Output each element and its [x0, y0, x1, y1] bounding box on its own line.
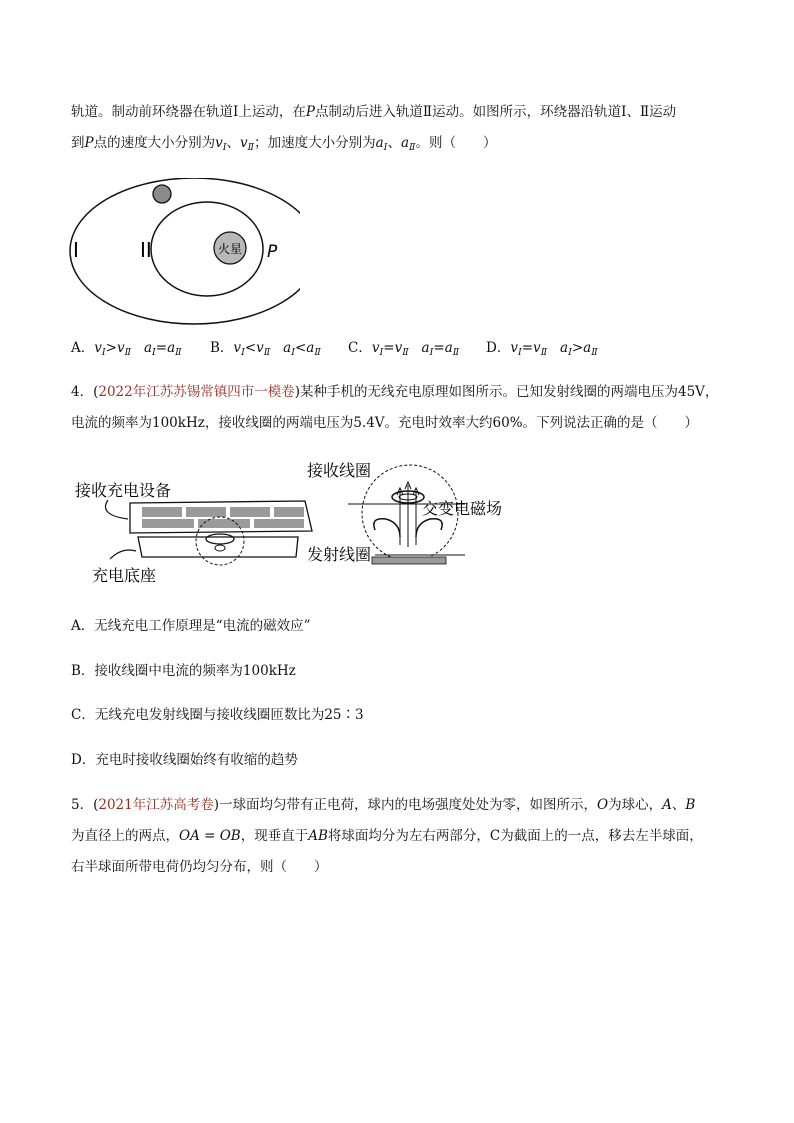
q3-sep2: 、: [387, 135, 401, 151]
device-cell: [142, 507, 182, 517]
q4-option-b[interactable]: B．接收线圈中电流的频率为100kHz: [71, 663, 296, 679]
mars-label: 火星: [217, 242, 243, 256]
q5-source: 2021年江苏高考卷: [98, 797, 214, 813]
q5-number: 5．(: [71, 797, 99, 813]
arrow-base: [110, 550, 136, 559]
option-letter: B．: [210, 340, 234, 356]
sub: Ⅱ: [540, 347, 548, 358]
device-cell: [142, 519, 194, 528]
rel: =: [155, 340, 168, 356]
orbit-I: [70, 178, 300, 324]
v: v: [510, 340, 518, 356]
orbit-II-label: II: [140, 238, 152, 262]
rel: >: [105, 340, 117, 356]
q5-text-line1: [71, 796, 695, 814]
arrow-device: [106, 500, 129, 519]
label-receive-coil: 接收线圈: [307, 461, 372, 480]
label-field: 交变电磁场: [422, 499, 503, 518]
q4-line1-rest: )某种手机的无线充电原理如图所示。已知发射线圈的两端电压为45V，: [294, 384, 719, 400]
sub: Ⅱ: [452, 347, 460, 358]
q3-option-c[interactable]: [348, 339, 459, 362]
q4-option-d[interactable]: D．充电时接收线圈始终有收缩的趋势: [71, 752, 298, 768]
v: v: [233, 340, 242, 356]
q5-text-line3: 右半球面所带电荷仍均匀分布，则（ ）: [71, 859, 328, 875]
orbit-I-label: I: [73, 238, 79, 262]
q3-text-line2: [71, 134, 496, 157]
q5-line2-b: ，现垂直于: [240, 828, 309, 844]
v: v: [533, 340, 541, 356]
q3-v1: v: [215, 135, 223, 151]
sub: Ⅰ: [152, 347, 156, 358]
q3-line1-a: 轨道。制动前环绕器在轨道Ⅰ上运动，在: [71, 104, 306, 120]
q3-v1-sub: Ⅰ: [222, 142, 227, 153]
q3-a1-sub: Ⅰ: [383, 142, 388, 153]
q3-text-line1: [71, 103, 676, 121]
q4-text-line1: [71, 383, 718, 401]
q5-AB: AB: [308, 828, 328, 844]
a: a: [421, 340, 430, 356]
sub: Ⅰ: [429, 347, 434, 358]
sub: Ⅱ: [124, 347, 132, 358]
sub: Ⅱ: [591, 347, 598, 358]
q4-option-c[interactable]: C．无线充电发射线圈与接收线圈匝数比为25∶3: [71, 707, 364, 723]
v: v: [94, 340, 102, 356]
a: a: [306, 340, 315, 356]
a: a: [283, 340, 292, 356]
rel: =: [383, 340, 395, 356]
sub: Ⅰ: [241, 347, 245, 358]
v: v: [116, 340, 125, 356]
q3-option-b[interactable]: [210, 339, 321, 362]
q4-option-a[interactable]: A．无线充电工作原理是“电流的磁效应”: [71, 618, 311, 634]
rel: <: [294, 340, 307, 356]
option-letter: D．: [486, 340, 511, 356]
sub: Ⅰ: [517, 347, 522, 358]
q5-line2-a: 为直径上的两点，: [71, 828, 179, 844]
v: v: [394, 340, 403, 356]
q5-line2-c: 将球面均分为左右两部分，C为截面上的一点，移去左半球面，: [327, 828, 703, 844]
v: v: [371, 340, 380, 356]
q3-line2-d: 。则（ ）: [415, 135, 497, 151]
a: a: [583, 340, 592, 356]
q5-text-line2: [71, 827, 703, 845]
device-cell: [230, 507, 270, 517]
q4-number: 4．(: [71, 384, 99, 400]
sub: Ⅱ: [263, 347, 271, 358]
orbiter-dot: [153, 185, 171, 203]
rel: <: [244, 340, 257, 356]
q5-eq: OA = OB: [179, 828, 241, 844]
device-cell: [198, 519, 250, 528]
wireless-charging-figure: [70, 455, 540, 595]
v: v: [256, 340, 264, 356]
sub: Ⅱ: [175, 347, 182, 358]
a: a: [560, 340, 569, 356]
q3-line2-P: P: [84, 135, 94, 151]
option-letter: A．: [71, 340, 95, 356]
q3-a1: a: [375, 135, 384, 151]
sub: Ⅰ: [101, 347, 106, 358]
q3-line1-P: P: [305, 104, 315, 120]
point-P-label: P: [267, 242, 278, 262]
q5-B: B: [685, 797, 696, 813]
q3-option-a[interactable]: [71, 339, 182, 362]
q3-option-d[interactable]: [486, 339, 598, 362]
a: a: [167, 340, 176, 356]
q3-v2-sub: Ⅱ: [247, 142, 255, 153]
q5-line1-b: 为球心，: [608, 797, 663, 813]
rel: =: [521, 340, 534, 356]
rel: =: [433, 340, 445, 356]
option-letter: C．: [348, 340, 372, 356]
sub: Ⅰ: [291, 347, 295, 358]
q3-a2-sub: Ⅱ: [409, 142, 416, 153]
sub: Ⅱ: [314, 347, 321, 358]
orbit-figure: [60, 178, 300, 328]
a: a: [143, 340, 153, 356]
q5-line1-rest: )一球面均匀带有正电荷，球内的电场强度处处为零，如图所示，: [213, 797, 597, 813]
device-cell: [254, 519, 304, 528]
q3-line1-b: 点制动后进入轨道Ⅱ运动。如图所示，环绕器沿轨道Ⅰ、Ⅱ运动: [314, 104, 677, 120]
label-send-coil: 发射线圈: [307, 545, 372, 564]
charging-base: [138, 537, 298, 557]
a: a: [444, 340, 453, 356]
q3-line2-b: 点的速度大小分别为: [93, 135, 216, 151]
sub: Ⅰ: [568, 347, 572, 358]
q5-O: O: [597, 797, 609, 813]
sub: Ⅰ: [379, 347, 384, 358]
q3-sep1: 、: [226, 135, 240, 151]
device-cell: [274, 507, 304, 517]
label-receive-device: 接收充电设备: [75, 481, 172, 500]
rel: >: [571, 340, 584, 356]
q5-A: A: [662, 797, 672, 813]
device-cell: [186, 507, 226, 517]
label-base: 充电底座: [92, 566, 157, 585]
sub: Ⅱ: [402, 347, 409, 358]
q5-sep: 、: [671, 797, 686, 813]
q3-line2-a: 到: [71, 135, 85, 151]
q3-v2: v: [240, 135, 248, 151]
q3-a2: a: [400, 135, 409, 151]
q3-line2-c: ；加速度大小分别为: [254, 135, 376, 151]
q4-source: 2022年江苏苏锡常镇四市一模卷: [98, 384, 295, 400]
send-base: [372, 557, 446, 564]
q4-text-line2: 电流的频率为100kHz，接收线圈的两端电压为5.4V。充电时效率大约60%。下列说法正确的是（ ）: [71, 415, 699, 431]
